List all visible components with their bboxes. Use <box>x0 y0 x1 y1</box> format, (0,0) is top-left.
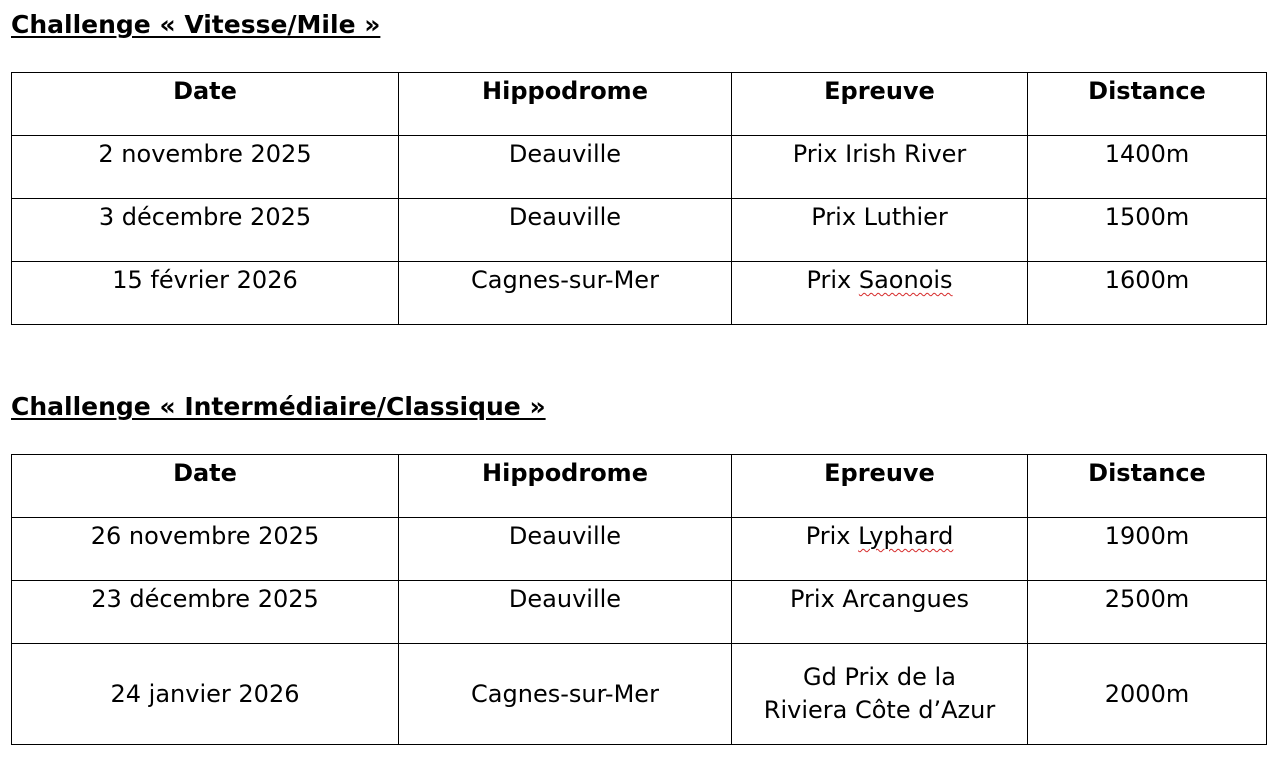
header-date: Date <box>12 455 399 518</box>
header-hippodrome: Hippodrome <box>399 73 732 136</box>
cell-hippodrome: Deauville <box>399 518 732 581</box>
race-schedule-table-intermediaire-classique <box>11 454 1267 745</box>
epreuve-text: Prix Irish River <box>792 140 967 168</box>
table-row <box>12 136 1267 199</box>
epreuve-line-2: Riviera Côte d’Azur <box>763 696 996 724</box>
header-hippodrome: Hippodrome <box>399 455 732 518</box>
header-distance: Distance <box>1028 73 1267 136</box>
cell-date: 3 décembre 2025 <box>12 199 399 262</box>
spellcheck-flagged-word[interactable]: Saonois <box>858 266 953 294</box>
header-date: Date <box>12 73 399 136</box>
cell-date: 2 novembre 2025 <box>12 136 399 199</box>
table-header-row <box>12 455 1267 518</box>
cell-distance: 1400m <box>1028 136 1267 199</box>
cell-epreuve <box>732 581 1028 644</box>
epreuve-text: Prix Luthier <box>811 203 948 231</box>
header-epreuve: Epreuve <box>732 455 1028 518</box>
cell-date: 24 janvier 2026 <box>12 644 399 745</box>
cell-epreuve <box>732 199 1028 262</box>
table-header-row <box>12 73 1267 136</box>
cell-hippodrome: Deauville <box>399 199 732 262</box>
table-row <box>12 199 1267 262</box>
header-distance: Distance <box>1028 455 1267 518</box>
epreuve-text: Prix Arcangues <box>789 585 969 613</box>
cell-hippodrome: Deauville <box>399 136 732 199</box>
section-title-intermediaire-classique: Challenge « Intermédiaire/Classique » <box>11 392 546 421</box>
epreuve-line-1: Gd Prix de la <box>803 663 956 691</box>
cell-epreuve <box>732 518 1028 581</box>
cell-date: 26 novembre 2025 <box>12 518 399 581</box>
cell-epreuve <box>732 136 1028 199</box>
cell-distance: 1900m <box>1028 518 1267 581</box>
cell-date: 23 décembre 2025 <box>12 581 399 644</box>
table-row <box>12 644 1267 745</box>
cell-distance: 2500m <box>1028 581 1267 644</box>
cell-distance: 2000m <box>1028 644 1267 745</box>
epreuve-text: Prix <box>805 522 859 550</box>
race-schedule-table-vitesse-mile <box>11 72 1267 325</box>
cell-distance: 1600m <box>1028 262 1267 325</box>
cell-hippodrome: Deauville <box>399 581 732 644</box>
epreuve-text: Prix <box>806 266 859 294</box>
table-row <box>12 262 1267 325</box>
header-epreuve: Epreuve <box>732 73 1028 136</box>
cell-hippodrome: Cagnes-sur-Mer <box>399 262 732 325</box>
table-row <box>12 581 1267 644</box>
cell-date: 15 février 2026 <box>12 262 399 325</box>
cell-epreuve <box>732 644 1028 745</box>
spellcheck-flagged-word[interactable]: Lyphard <box>858 522 954 550</box>
table-row <box>12 518 1267 581</box>
cell-epreuve <box>732 262 1028 325</box>
section-title-vitesse-mile: Challenge « Vitesse/Mile » <box>11 10 381 39</box>
cell-hippodrome: Cagnes-sur-Mer <box>399 644 732 745</box>
cell-distance: 1500m <box>1028 199 1267 262</box>
